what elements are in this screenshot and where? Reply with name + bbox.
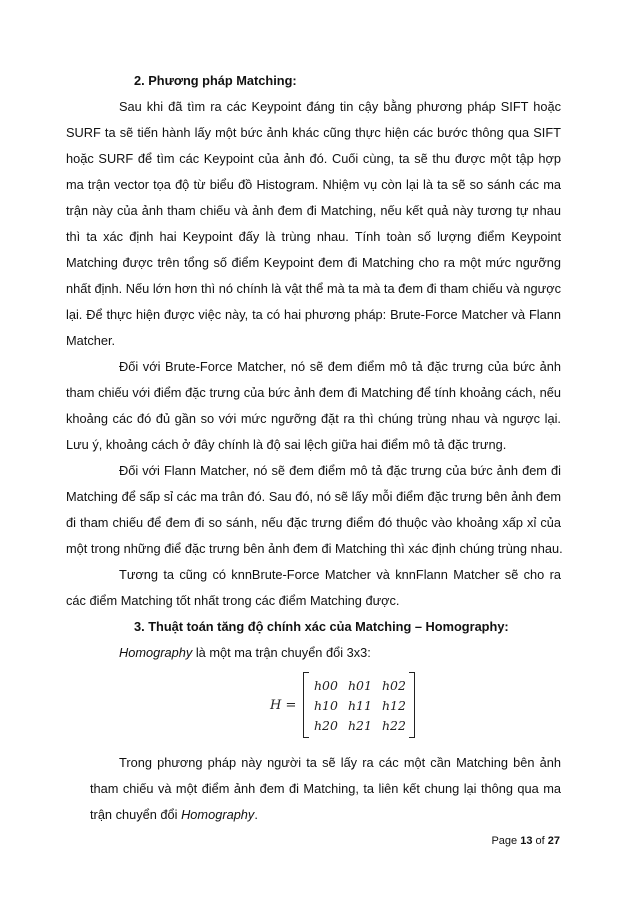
para1-line: thì ta xác định hai Keypoint đấy là trùng nhau. Tính toàn số lượng điểm Keypoint	[66, 229, 561, 244]
para5-text: trận chuyển đổi	[90, 807, 182, 822]
homography-term: Homography	[181, 807, 255, 822]
homography-intro-text: là một ma trận chuyển đổi 3x3:	[192, 645, 371, 660]
eq1-cell: h02	[382, 678, 406, 693]
section-2-heading: 2. Phương pháp Matching:	[134, 73, 297, 88]
current-page-number: 13	[520, 835, 533, 847]
footer-page-word: Page	[491, 835, 521, 847]
para3-line: một trong những điể đặc trưng bên ảnh đem đi Matching thì xác định chúng trùng nhau.	[66, 541, 563, 556]
eq1-cell: h20	[314, 718, 338, 733]
eq1-cell: h22	[382, 718, 406, 733]
eq1-cell: h10	[314, 698, 338, 713]
total-pages: 27	[547, 835, 560, 847]
para4-line: Tương ta cũng có knnBrute-Force Matcher và knnFlann Matcher sẽ cho ra	[119, 567, 561, 582]
eq1-cell: h11	[348, 698, 372, 713]
para1-line: SURF ta sẽ tiến hành lấy một bức ảnh khác cũng thực hiện các bước thông qua SIFT	[66, 125, 561, 140]
homography-term: Homography	[119, 645, 193, 660]
para2-line: Lưu ý, khoảng cách ở đây chính là độ sai lệch giữa hai điểm mô tả đặc trưng.	[66, 437, 507, 452]
homography-intro	[119, 644, 371, 661]
eq1-cell: h21	[348, 718, 372, 733]
para1-line: Matcher.	[66, 333, 116, 348]
para4-line: các điểm Matching tốt nhất trong các điểm Matching được.	[66, 593, 400, 608]
eq1-cell: h12	[382, 698, 406, 713]
para1-line: trận này của ảnh tham chiếu và ảnh đem đi Matching, nếu kết quả này tương tự nhau	[66, 203, 561, 218]
page-footer	[491, 835, 560, 847]
para3-line: Matching để sấp sỉ các ma trân đó. Sau đó, nó sẽ lấy mỗi điểm đặc trưng bên ảnh đem	[66, 489, 561, 504]
para1-line: nhất định. Nếu lớn hơn thì nó chính là vật thể mà ta mà ta đem đi tham chiếu và ngược	[66, 281, 561, 296]
para2-line: tham chiếu với điểm đặc trưng của bức ảnh đem đi Matching để tính khoảng cách, nếu	[66, 385, 561, 400]
para3-line: đi tham chiếu để đem đi so sánh, nếu đặc trưng điểm đó thuộc vào khoảng xấp xỉ của	[66, 515, 561, 530]
section-3-heading: 3. Thuật toán tăng độ chính xác của Matching – Homography:	[134, 619, 509, 634]
para5-last-line	[90, 806, 258, 823]
para2-line: Đối với Brute-Force Matcher, nó sẽ đem điểm mô tả đặc trưng của bức ảnh	[119, 359, 561, 374]
footer-of-word: of	[532, 835, 548, 847]
para5-text: .	[254, 807, 258, 822]
para1-line: Sau khi đã tìm ra các Keypoint đáng tin cậy bằng phương pháp SIFT hoặc	[119, 99, 561, 114]
para1-line: lại. Để thực hiện được việc này, ta có hai phương pháp: Brute-Force Matcher và Flann	[66, 307, 561, 322]
para1-line: ma trận vector tọa độ từ biểu đồ Histogram. Nhiệm vụ còn lại là ta sẽ so sánh các ma	[66, 177, 561, 192]
para1-line: hoặc SURF để tìm các Keypoint của ảnh đó. Cuối cùng, ta sẽ thu được một tập hợp	[66, 151, 561, 166]
eq1-cell: h01	[348, 678, 372, 693]
para2-line: khoảng các đó đủ gần so với mức ngưỡng đặt ra thì chúng trùng nhau và ngược lại.	[66, 411, 561, 426]
para3-line: Đối với Flann Matcher, nó sẽ đem điểm mô tả đặc trưng của bức ảnh đem đi	[119, 463, 561, 478]
para5-line: tham chiếu và một điểm ảnh đem đi Matching, ta liên kết chung lại thông qua ma	[90, 781, 561, 796]
eq1-cell: h00	[314, 678, 338, 693]
para1-line: Matching được trên tổng số điểm Keypoint đem đi Matching cho ra một mức ngưỡng	[66, 255, 561, 270]
para5-line: Trong phương pháp này người ta sẽ lấy ra các một cần Matching bên ảnh	[119, 755, 561, 770]
eq1-lhs: H =	[270, 698, 297, 713]
